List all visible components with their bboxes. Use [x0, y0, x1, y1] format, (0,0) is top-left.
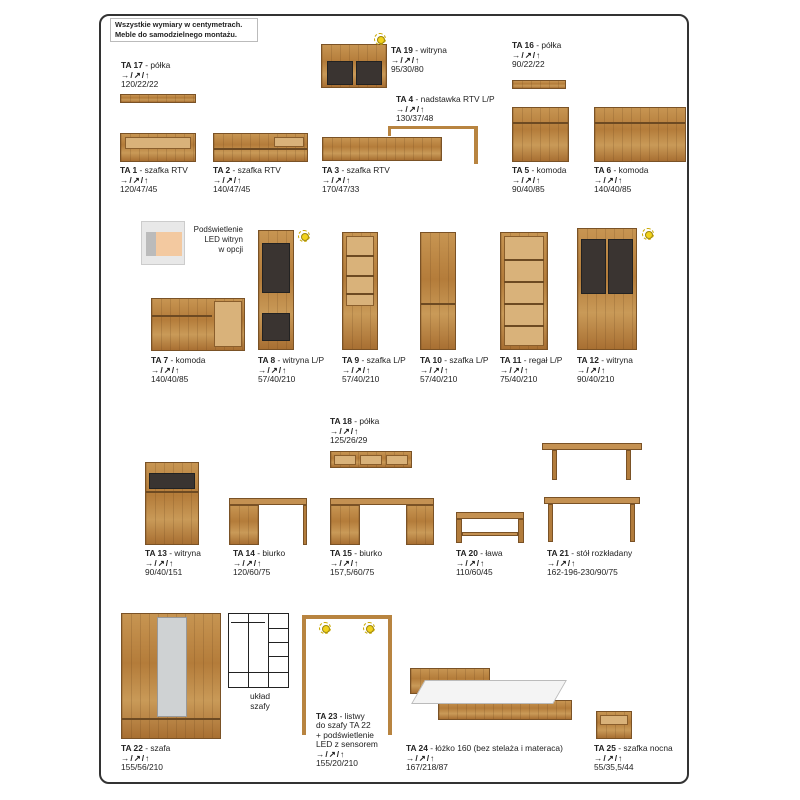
ta16-caption	[512, 41, 561, 70]
note-line-2: Meble do samodzielnego montażu.	[115, 30, 237, 39]
ta21-image-extended-leg-2	[626, 450, 631, 480]
ta17-caption	[121, 61, 170, 90]
ta8-caption	[258, 356, 324, 385]
ta7-name: - komoda	[170, 355, 206, 365]
ta22-arrows: →/↗/↑	[121, 752, 151, 763]
ta4-image-leg	[474, 126, 478, 164]
ta13-glass	[149, 473, 195, 489]
ta12-glass-left	[581, 239, 606, 294]
ta19-arrows: →/↗/↑	[391, 54, 421, 65]
dimensions-note	[110, 18, 258, 42]
ta21-name: - stół rozkładany	[571, 548, 633, 558]
ta2-caption	[213, 166, 281, 195]
ta2-open-shelf	[274, 137, 304, 147]
ta18-cube-2	[360, 455, 382, 465]
ta4-image-top	[388, 126, 478, 129]
ta14-dims: 120/60/75	[233, 567, 271, 578]
ta20-image-top	[456, 512, 524, 519]
ta12-name: - witryna	[601, 355, 633, 365]
ta20-dims: 110/60/45	[456, 567, 493, 578]
ta9-open-shelves	[346, 236, 374, 306]
ta18-cube-3	[386, 455, 408, 465]
ta21-image-leg-1	[548, 504, 553, 542]
ta7-caption	[151, 356, 205, 385]
ta8-code: TA 8	[258, 355, 276, 365]
led-bulb-icon	[363, 622, 375, 634]
ta10-image	[420, 232, 456, 350]
ta11-dims: 75/40/210	[500, 374, 538, 385]
ta25-dims: 55/35,5/44	[594, 762, 634, 773]
wardrobe-layout-diagram	[228, 613, 289, 688]
ta1-dims: 120/47/45	[120, 184, 158, 195]
ta9-caption	[342, 356, 406, 385]
ta12-code: TA 12	[577, 355, 599, 365]
ta20-image-leg-left	[456, 519, 462, 543]
ta9-arrows: →/↗/↑	[342, 364, 372, 375]
layout-shelf-1	[268, 628, 288, 629]
ta10-dims: 57/40/210	[420, 374, 458, 385]
ta22-image	[121, 613, 221, 739]
ta24-caption	[406, 744, 563, 773]
ta6-code: TA 6	[594, 165, 612, 175]
ta9-name: - szafka L/P	[361, 355, 406, 365]
ta6-shelf	[595, 122, 685, 124]
ta18-image	[330, 451, 412, 468]
ta25-arrows: →/↗/↑	[594, 752, 624, 763]
ta15-image-drawers-left	[330, 505, 360, 545]
ta20-image-leg-right	[518, 519, 524, 543]
ta24-dims: 167/218/87	[406, 762, 448, 773]
ta3-code: TA 3	[322, 165, 340, 175]
ta1-code: TA 1	[120, 165, 138, 175]
ta19-image	[321, 44, 387, 88]
ta11-caption	[500, 356, 562, 385]
ta19-caption	[391, 46, 447, 75]
ta2-dims: 140/47/45	[213, 184, 251, 195]
ta11-shelf-3	[504, 303, 544, 305]
ta21-arrows: →/↗/↑	[547, 557, 577, 568]
ta9-dims: 57/40/210	[342, 374, 380, 385]
ta23-code: TA 23	[316, 712, 338, 721]
ta7-shelf	[152, 315, 212, 317]
ta19-glass-right	[356, 61, 382, 85]
ta16-code: TA 16	[512, 40, 534, 50]
led-profile-bar	[146, 232, 156, 256]
ta2-code: TA 2	[213, 165, 231, 175]
ta6-image	[594, 107, 686, 162]
ta5-caption	[512, 166, 566, 195]
led-bulb-icon	[642, 228, 654, 240]
led-bulb-icon	[298, 230, 310, 242]
ta12-glass-right	[608, 239, 633, 294]
ta18-caption	[330, 417, 379, 446]
ta15-code: TA 15	[330, 548, 352, 558]
ta6-name: - komoda	[613, 165, 649, 175]
ta15-name: - biurko	[354, 548, 383, 558]
ta8-dims: 57/40/210	[258, 374, 296, 385]
ta8-glass-bottom	[262, 313, 290, 341]
ta25-open-shelf	[600, 715, 628, 725]
ta22-code: TA 22	[121, 743, 143, 753]
ta12-caption	[577, 356, 633, 385]
layout-shelf-2	[268, 642, 288, 643]
ta17-image	[120, 94, 196, 103]
ta5-dims: 90/40/85	[512, 184, 545, 195]
ta2-shelf	[214, 148, 307, 150]
ta11-arrows: →/↗/↑	[500, 364, 530, 375]
ta13-shelf	[146, 491, 198, 493]
ta18-dims: 125/26/29	[330, 435, 368, 446]
ta2-arrows: →/↗/↑	[213, 174, 243, 185]
ta21-image-top	[544, 497, 640, 504]
ta8-glass-top	[262, 243, 290, 293]
ta4-name: - nadstawka RTV L/P	[415, 94, 495, 104]
ta11-shelf-2	[504, 281, 544, 283]
ta5-name: - komoda	[531, 165, 567, 175]
ta10-arrows: →/↗/↑	[420, 364, 450, 375]
ta23-caption	[316, 712, 378, 768]
ta1-image	[120, 133, 196, 162]
ta22-dims: 155/56/210	[121, 762, 163, 773]
ta13-arrows: →/↗/↑	[145, 557, 175, 568]
ta19-dims: 95/30/80	[391, 64, 424, 75]
ta24-code: TA 24	[406, 743, 428, 753]
ta14-code: TA 14	[233, 548, 255, 558]
ta17-name: - półka	[145, 60, 171, 70]
ta19-name: - witryna	[415, 45, 447, 55]
ta7-code: TA 7	[151, 355, 169, 365]
ta15-image-drawers-right	[406, 505, 434, 545]
ta20-caption	[456, 549, 503, 578]
ta21-code: TA 21	[547, 548, 569, 558]
ta7-dims: 140/40/85	[151, 374, 189, 385]
ta22-name: - szafa	[145, 743, 171, 753]
ta11-code: TA 11	[500, 355, 522, 365]
led-note-line-3: w opcji	[218, 245, 243, 254]
layout-drawer-line	[229, 672, 288, 673]
ta13-dims: 90/40/151	[145, 567, 183, 578]
ta16-dims: 90/22/22	[512, 59, 545, 70]
ta8-image	[258, 230, 294, 350]
ta4-image-leg-left	[388, 126, 391, 136]
ta11-shelf-1	[504, 259, 544, 261]
note-line-1: Wszystkie wymiary w centymetrach.	[115, 20, 243, 29]
ta11-image	[500, 232, 548, 350]
ta14-image-top	[229, 498, 307, 505]
led-note-text	[187, 225, 243, 255]
ta3-name: - szafka RTV	[341, 165, 390, 175]
ta3-dims: 170/47/33	[322, 184, 360, 195]
ta17-dims: 120/22/22	[121, 79, 159, 90]
layout-rail	[231, 622, 265, 623]
ta1-open-shelf	[125, 137, 191, 149]
ta6-arrows: →/↗/↑	[594, 174, 624, 185]
ta13-code: TA 13	[145, 548, 167, 558]
ta23-dims: 155/20/210	[316, 758, 358, 769]
ta4-code: TA 4	[396, 94, 414, 104]
ta17-code: TA 17	[121, 60, 143, 70]
ta14-arrows: →/↗/↑	[233, 557, 263, 568]
ta10-name: - szafka L/P	[444, 355, 489, 365]
ta15-arrows: →/↗/↑	[330, 557, 360, 568]
layout-divider-1	[248, 614, 249, 687]
ta16-name: - półka	[536, 40, 562, 50]
ta2-image	[213, 133, 308, 162]
led-profile-image	[141, 221, 185, 265]
ta15-caption	[330, 549, 382, 578]
ta5-arrows: →/↗/↑	[512, 174, 542, 185]
layout-label-1: układ	[249, 691, 271, 701]
ta17-arrows: →/↗/↑	[121, 69, 151, 80]
led-note-line-2: LED witryn	[204, 235, 243, 244]
ta21-image-extended-top	[542, 443, 642, 450]
ta9-image	[342, 232, 378, 350]
ta7-open-shelf	[214, 301, 242, 347]
ta20-image-shelf	[462, 532, 518, 536]
ta23-arrows: →/↗/↑	[316, 748, 346, 759]
ta3-arrows: →/↗/↑	[322, 174, 352, 185]
ta8-name: - witryna L/P	[277, 355, 325, 365]
ta21-image-leg-2	[630, 504, 635, 542]
ta9-shelf-2	[346, 275, 374, 277]
ta1-name: - szafka RTV	[139, 165, 188, 175]
ta18-code: TA 18	[330, 416, 352, 426]
ta5-shelf	[513, 122, 568, 124]
led-option-note	[141, 221, 243, 267]
ta11-shelf-4	[504, 325, 544, 327]
ta22-drawer-line	[122, 718, 220, 720]
ta13-caption	[145, 549, 201, 578]
layout-divider-2	[268, 614, 269, 687]
ta21-dims: 162-196-230/90/75	[547, 567, 618, 578]
ta21-image-extended-leg-1	[552, 450, 557, 480]
ta24-arrows: →/↗/↑	[406, 752, 436, 763]
ta7-image	[151, 298, 245, 351]
ta12-dims: 90/40/210	[577, 374, 615, 385]
ta19-code: TA 19	[391, 45, 413, 55]
ta23-line-4: LED z sensorem	[316, 739, 378, 750]
ta10-door-split	[421, 303, 455, 305]
ta10-caption	[420, 356, 488, 385]
ta24-name: - łóżko 160 (bez stelaża i materaca)	[430, 743, 563, 753]
led-bulb-icon	[319, 622, 331, 634]
ta7-arrows: →/↗/↑	[151, 364, 181, 375]
ta6-dims: 140/40/85	[594, 184, 632, 195]
ta1-caption	[120, 166, 188, 195]
ta5-image	[512, 107, 569, 162]
ta24-image-mattress	[411, 680, 567, 704]
ta9-shelf-3	[346, 293, 374, 295]
ta12-image	[577, 228, 637, 350]
ta14-name: - biurko	[257, 548, 286, 558]
ta14-image-drawers	[229, 505, 259, 545]
ta23-name: - listwy	[339, 712, 365, 721]
ta10-code: TA 10	[420, 355, 442, 365]
led-note-line-1: Podświetlenie	[193, 225, 243, 234]
ta16-image	[512, 80, 566, 89]
ta15-image-top	[330, 498, 434, 505]
ta8-arrows: →/↗/↑	[258, 364, 288, 375]
ta12-arrows: →/↗/↑	[577, 364, 607, 375]
ta15-dims: 157,5/60/75	[330, 567, 375, 578]
ta23-line-2: do szafy TA 22	[316, 720, 371, 731]
led-bulb-icon	[374, 33, 386, 45]
ta20-arrows: →/↗/↑	[456, 557, 486, 568]
layout-caption	[246, 692, 274, 711]
ta21-caption	[547, 549, 632, 578]
ta14-image-leg	[303, 505, 307, 545]
ta25-image	[596, 711, 632, 739]
ta18-name: - półka	[354, 416, 380, 426]
ta13-name: - witryna	[169, 548, 201, 558]
ta25-caption	[594, 744, 673, 773]
ta23-line-3: + podświetlenie	[316, 729, 374, 740]
ta14-caption	[233, 549, 285, 578]
ta11-name: - regał L/P	[523, 355, 563, 365]
ta6-caption	[594, 166, 648, 195]
ta5-code: TA 5	[512, 165, 530, 175]
ta18-arrows: →/↗/↑	[330, 425, 360, 436]
ta3-caption	[322, 166, 390, 195]
ta2-name: - szafka RTV	[232, 165, 281, 175]
ta4-caption	[396, 95, 495, 124]
ta25-name: - szafka nocna	[618, 743, 673, 753]
layout-label-2: szafy	[250, 700, 270, 711]
ta20-code: TA 20	[456, 548, 478, 558]
ta20-name: - ława	[480, 548, 503, 558]
ta9-shelf-1	[346, 255, 374, 257]
layout-shelf-3	[268, 656, 288, 657]
ta9-code: TA 9	[342, 355, 360, 365]
ta25-code: TA 25	[594, 743, 616, 753]
ta13-image	[145, 462, 199, 545]
ta11-open-back	[504, 236, 544, 346]
ta22-caption	[121, 744, 170, 773]
led-strip	[156, 232, 182, 256]
ta16-arrows: →/↗/↑	[512, 49, 542, 60]
ta3-image	[322, 137, 442, 161]
ta18-cube-1	[334, 455, 356, 465]
ta4-arrows: →/↗/↑	[396, 103, 426, 114]
ta19-glass-left	[327, 61, 353, 85]
ta4-dims: 130/37/48	[396, 113, 434, 124]
ta22-mirror	[157, 617, 187, 717]
ta1-arrows: →/↗/↑	[120, 174, 150, 185]
